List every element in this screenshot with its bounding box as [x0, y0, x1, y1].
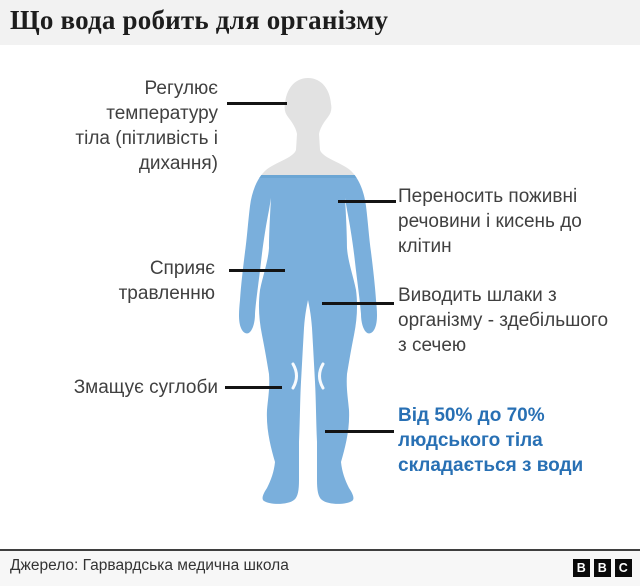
label-temperature-line: Регулює: [144, 78, 218, 99]
label-waste-line: з сечею: [398, 335, 467, 356]
label-nutrients-line: речовини і кисень до: [398, 211, 582, 232]
body-empty-region: [215, 55, 415, 175]
label-waste: [398, 283, 636, 358]
label-nutrients: [398, 184, 623, 259]
label-nutrients-line: клітин: [398, 236, 452, 257]
label-temperature-line: температуру: [106, 103, 218, 124]
label-joints-line: Змащує суглоби: [73, 377, 218, 398]
label-digestion-line: Сприяє: [149, 258, 215, 279]
connector-digestion: [229, 269, 285, 272]
label-nutrients-line: Переносить поживні: [398, 186, 578, 207]
waterline: [215, 175, 415, 178]
label-waste-line: Виводить шлаки з: [398, 285, 557, 306]
body-silhouette-figure: [215, 55, 415, 525]
connector-nutrients: [338, 200, 396, 203]
label-water-percentage-line: Від 50% до 70%: [398, 405, 545, 426]
bbc-logo: [573, 559, 633, 577]
bbc-logo-block: B: [573, 559, 591, 577]
label-digestion-line: травленню: [118, 283, 215, 304]
label-water-percentage-line: людського тіла: [398, 430, 543, 451]
page-title: Що вода робить для організму: [10, 5, 389, 35]
bbc-logo-block: B: [594, 559, 612, 577]
label-water-percentage: [398, 403, 623, 478]
label-water-percentage-line: складається з води: [398, 455, 584, 476]
connector-temperature: [227, 102, 287, 105]
bbc-logo-block: C: [615, 559, 633, 577]
body-water-region: [215, 175, 415, 525]
label-temperature-line: тіла (пітливість і: [75, 128, 218, 149]
connector-water-percentage: [325, 430, 394, 433]
source-attribution: Джерело: Гарвардська медична школа: [10, 557, 289, 574]
connector-waste: [322, 302, 394, 305]
label-joints: [18, 375, 218, 400]
connector-joints: [225, 386, 282, 389]
label-waste-line: організму - здебільшого: [398, 310, 609, 331]
label-temperature-line: дихання): [138, 153, 218, 174]
label-temperature: [18, 76, 218, 176]
label-digestion: [18, 256, 215, 306]
